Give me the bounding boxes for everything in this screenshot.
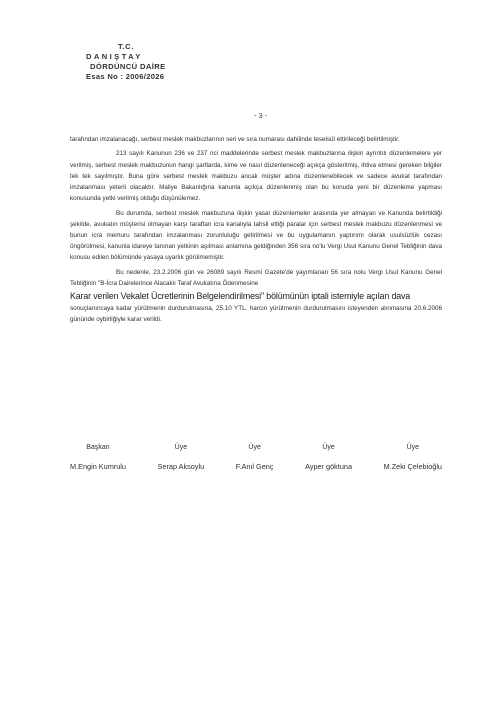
signature-member-2: [236, 444, 274, 471]
signature-role: Başkan: [86, 444, 110, 451]
header-court-name: DANIŞTAY: [86, 52, 143, 61]
paragraph-2: 213 sayılı Kanunun 236 ve 237 nci maddelerinde serbest meslek makbuzlarına ilişkin ayrıntılı düzenlemelere yer verilmiş, serbest meslek makbuzunun hangi şartlarda, kime ve nasıl düzenleneceği açıkça gösterilmiş, ihtiva etmesi gereken bilgiler tek tek sayılmıştır. Buna göre serbest meslek makbuzu ancak müşter adına düzenlenebilecek ve sadece avukat tarafından imzalanması yeterli olacaktır. Maliye Bakanlığına kanunla açıkça düzenlenmiş olan bu konuda yeni bir düzenleme yapması konusunda yetki verilmiş olduğu düşünülemez.: [70, 150, 442, 203]
header-case-number: Esas No : 2006/2026: [86, 72, 165, 81]
paragraph-4-part-2: sonuçlanıncaya kadar yürütmenin durdurulmasına, 25.10 YTL. harcın yürütmenin durdurulmasını isteyenden alınmasına 20.6.2006 gününde oybirliğiyle karar verildi.: [70, 305, 442, 324]
signature-role: Üye: [174, 444, 188, 451]
document-header: [78, 42, 166, 82]
signature-name: Serap Aksoylu: [157, 462, 205, 471]
paragraph-4-large-line: Karar verilen Vekalet Ücretlerinin Belgelendirilmesi" bölümünün iptali istemiyle açılan dava: [70, 291, 411, 302]
signature-member-4: [384, 444, 442, 471]
page-number: - 3 -: [254, 111, 268, 120]
document-body: [70, 134, 442, 326]
header-tc: T.C.: [118, 42, 134, 51]
signature-name: Ayper göktuna: [305, 462, 353, 471]
paragraph-4-part-1: Bu nedenle, 23.2.2006 gün ve 26089 sayılı Resmi Gazete'de yayımlanan 56 sıra nolu Vergi Usul Kanunu Genel Tebliğinin "B-İcra Dairelerince Alacaklı Taraf Avukatına Ödenmesine: [70, 268, 442, 287]
signature-name: F.Anıl Genç: [235, 462, 274, 471]
signature-role: Üye: [406, 444, 420, 451]
signature-role: Üye: [248, 444, 261, 451]
signature-member-3: [305, 444, 352, 471]
signature-member-1: [158, 444, 205, 471]
header-department: DÖRDÜNCÜ DAİRE: [90, 62, 166, 71]
paragraph-3: Bu durumda, serbest meslek makbuzuna ilişkin yasal düzenlemeler arasında yer almayan ve Kanunda belirtildiği şekilde, avukatın müşterisi olmayan karşı taraftan icra kanalıyla tahsil ettiği paralar için serbest meslek makbuzu düzenlenmesi ve bunun icra memuru tarafından imzalanması zorunluluğu getirilmesi ve bu uygulamanın yaptırımı olarak usulsüzlük cezası öngörülmesi, kanunla idareye tanınan yetkinin aşılması anlamına geldiğinden 356 sıra no'lu Vergi Usul Kanunu Genel Tebliğinin dava konusu edilen bölümünde yasaya uyarlık görülmemiştir.: [70, 209, 442, 262]
signature-role: Üye: [322, 444, 335, 451]
signature-name: M.Zeki Çelebioğlu: [383, 462, 442, 471]
paragraph-4: [70, 267, 442, 326]
signature-block: [70, 444, 442, 471]
paragraph-1: tarafından imzalanacağı, serbest meslek makbuzlarının seri ve sıra numarası dahilinde teselsül ettirileceği belirtilmiştir.: [70, 136, 400, 143]
signature-name: M.Engin Kumrulu: [70, 462, 126, 471]
signature-president: [70, 444, 126, 471]
